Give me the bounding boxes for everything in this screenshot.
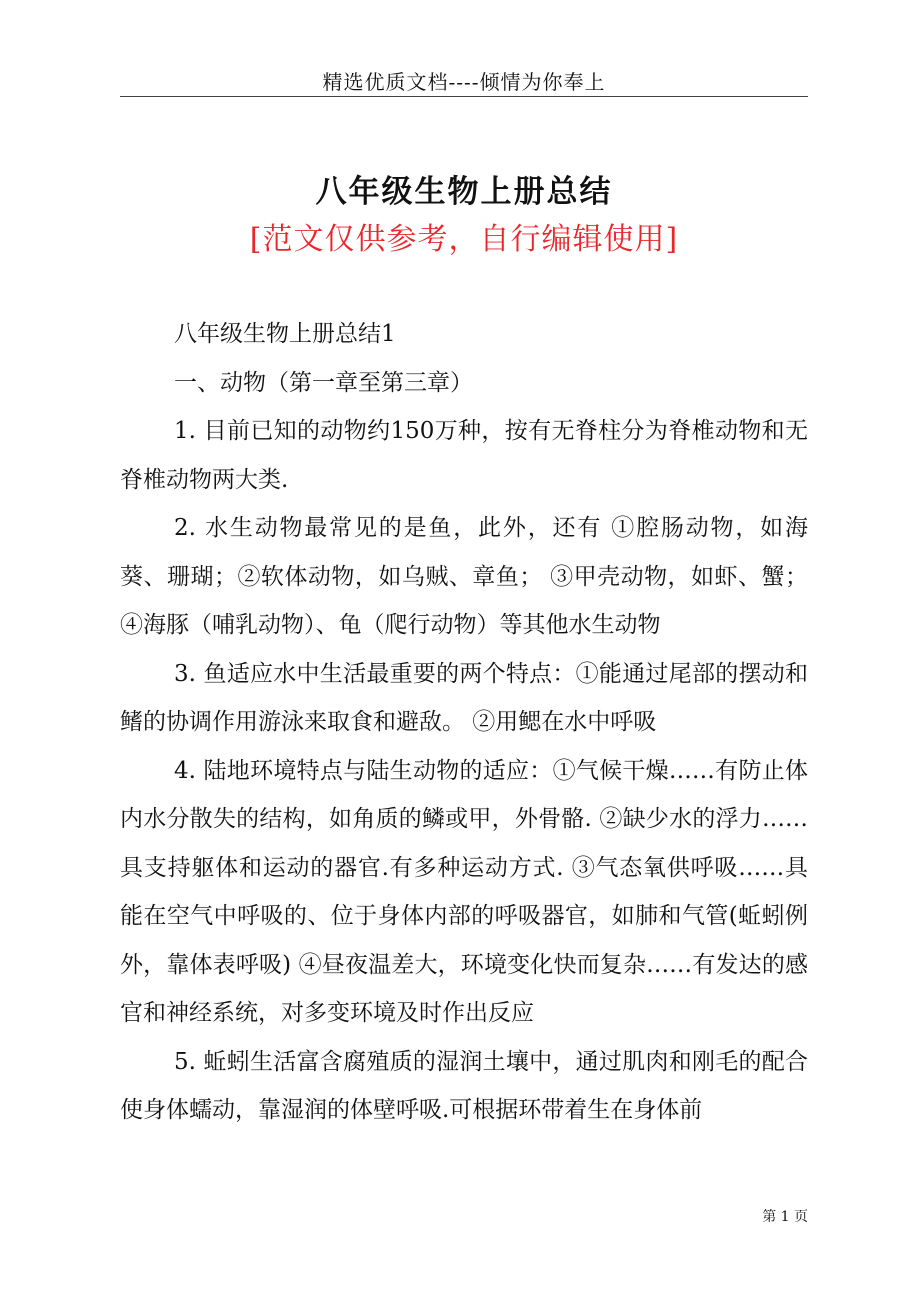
- paragraph-3: 3. 鱼适应水中生活最重要的两个特点：①能通过尾部的摆动和鳍的协调作用游泳来取食和避敌。 ②用鳃在水中呼吸: [120, 660, 808, 735]
- page-number: 第 1 页: [762, 1209, 808, 1225]
- section-heading: 八年级生物上册总结1: [174, 321, 396, 347]
- paragraph-1: 1. 目前已知的动物约150万种，按有无脊柱分为脊椎动物和无脊椎动物两大类.: [120, 418, 808, 493]
- document-body: [120, 310, 808, 1135]
- document-subtitle: [范文仅供参考，自行编辑使用]: [249, 222, 679, 257]
- chapter-heading: 一、动物（第一章至第三章）: [174, 369, 473, 396]
- paragraph-5: 5. 蚯蚓生活富含腐殖质的湿润土壤中，通过肌肉和刚毛的配合使身体蠕动，靠湿润的体壁呼吸.可根据环带着生在身体前: [120, 1048, 808, 1123]
- document-title: 八年级生物上册总结: [315, 174, 613, 210]
- page-header: 精选优质文档----倾情为你奉上: [322, 70, 606, 94]
- header-divider: [120, 96, 808, 97]
- paragraph-4: 4. 陆地环境特点与陆生动物的适应：①气候干燥……有防止体内水分散失的结构，如角质的鳞或甲，外骨骼. ②缺少水的浮力……具支持躯体和运动的器官.有多种运动方式. ③气态氧供呼吸……具能在空气中呼吸的、位于身体内部的呼吸器官，如肺和气管(蚯蚓例外，靠体表呼吸) ④昼夜温差大，环境变化快而复杂……有发达的感官和神经系统，对多变环境及时作出反应: [120, 757, 808, 1026]
- paragraph-2: 2. 水生动物最常见的是鱼，此外，还有 ①腔肠动物，如海葵、珊瑚；②软体动物，如乌贼、章鱼； ③甲壳动物，如虾、蟹；④海豚（哺乳动物）、龟（爬行动物）等其他水生动物: [120, 515, 808, 638]
